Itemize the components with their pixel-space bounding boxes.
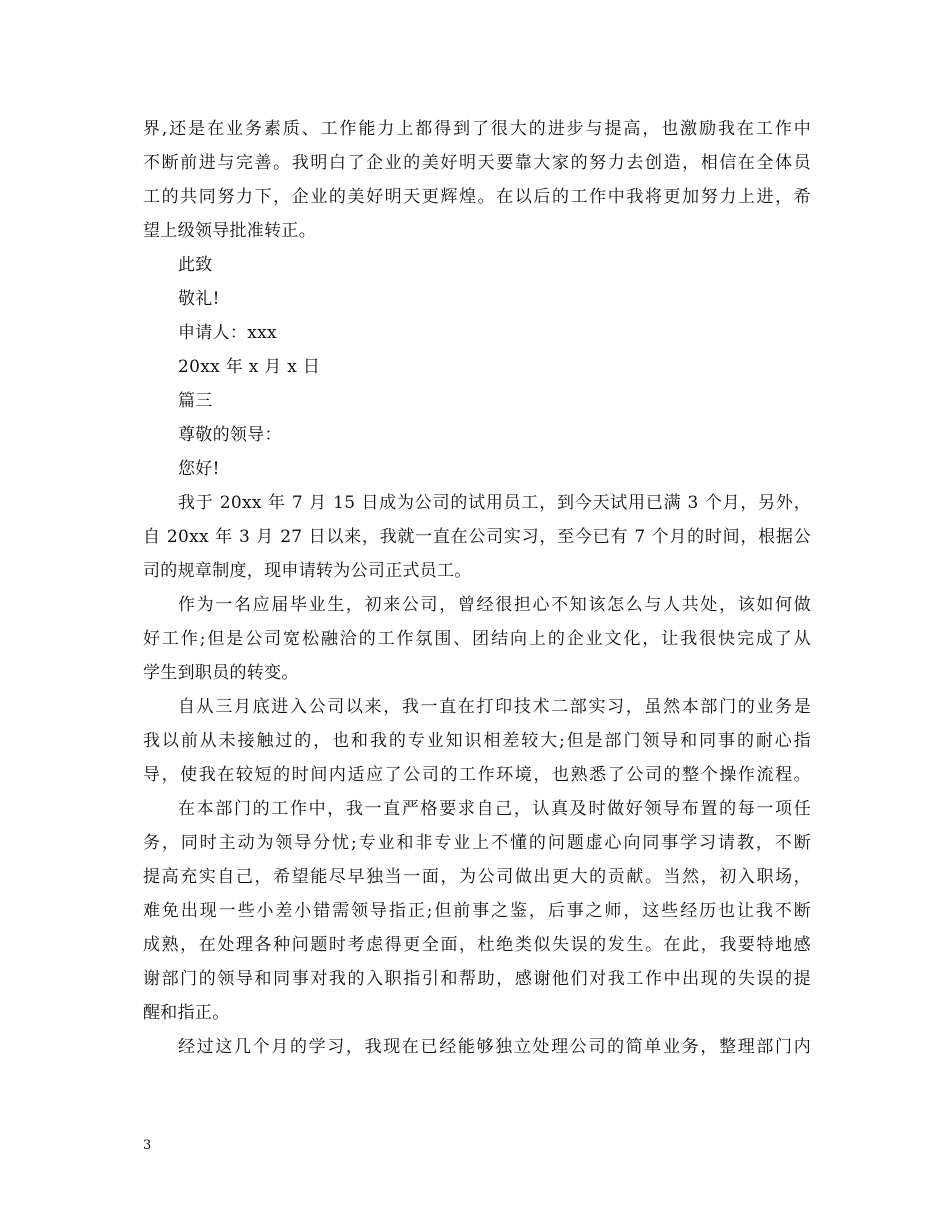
- text-line: 敬礼!: [178, 289, 220, 309]
- text-line: 好工作;但是公司宽松融洽的工作氛围、团结向上的企业文化，让我很快完成了从: [143, 629, 811, 649]
- text-line: 不断前进与完善。我明白了企业的美好明天要靠大家的努力去创造，相信在全体员: [143, 153, 811, 173]
- text-line: 导，使我在较短的时间内适应了公司的工作环境，也熟悉了公司的整个操作流程。: [143, 765, 811, 785]
- text-line: 自 20xx 年 3 月 27 日以来，我就一直在公司实习，至今已有 7 个月的时间，根据公: [143, 527, 811, 547]
- text-line: 提高充实自己，希望能尽早独当一面，为公司做出更大的贡献。当然，初入职场，: [143, 867, 811, 887]
- document-body: [143, 112, 811, 1064]
- text-line: 经过这几个月的学习，我现在已经能够独立处理公司的简单业务，整理部门内: [178, 1037, 811, 1057]
- text-line: 难免出现一些小差小错需领导指正;但前事之鉴，后事之师，这些经历也让我不断: [143, 901, 811, 921]
- text-line: 界,还是在业务素质、工作能力上都得到了很大的进步与提高，也激励我在工作中: [143, 119, 811, 139]
- text-line: 醒和指正。: [143, 1003, 230, 1023]
- text-line: 自从三月底进入公司以来，我一直在打印技术二部实习，虽然本部门的业务是: [178, 697, 811, 717]
- text-line: 成熟，在处理各种问题时考虑得更全面，杜绝类似失误的发生。在此，我要特地感: [143, 935, 811, 955]
- text-line: 我以前从未接触过的，也和我的专业知识相差较大;但是部门领导和同事的耐心指: [143, 731, 811, 751]
- page-number: 3: [143, 1138, 152, 1153]
- text-line: 学生到职员的转变。: [143, 663, 299, 683]
- text-line: 谢部门的领导和同事对我的入职指引和帮助，感谢他们对我工作中出现的失误的提: [143, 969, 811, 989]
- text-line: 司的规章制度，现申请转为公司正式员工。: [143, 561, 472, 581]
- text-line: 篇三: [178, 391, 213, 411]
- text-line: 作为一名应届毕业生，初来公司，曾经很担心不知该怎么与人共处，该如何做: [178, 595, 811, 615]
- text-line: 您好!: [178, 459, 220, 479]
- text-line: 我于 20xx 年 7 月 15 日成为公司的试用员工，到今天试用已满 3 个月，另外，: [178, 493, 811, 513]
- text-line: 申请人：xxx: [178, 323, 277, 343]
- text-line: 尊敬的领导：: [178, 425, 282, 445]
- text-line: 20xx 年 x 月 x 日: [178, 357, 321, 377]
- text-line: 望上级领导批准转正。: [143, 221, 316, 241]
- text-line: 在本部门的工作中，我一直严格要求自己，认真及时做好领导布置的每一项任: [178, 799, 811, 819]
- text-line: 工的共同努力下，企业的美好明天更辉煌。在以后的工作中我将更加努力上进，希: [143, 187, 811, 207]
- text-line: 务，同时主动为领导分忧;专业和非专业上不懂的问题虚心向同事学习请教，不断: [143, 833, 811, 853]
- text-line: 此致: [178, 255, 213, 275]
